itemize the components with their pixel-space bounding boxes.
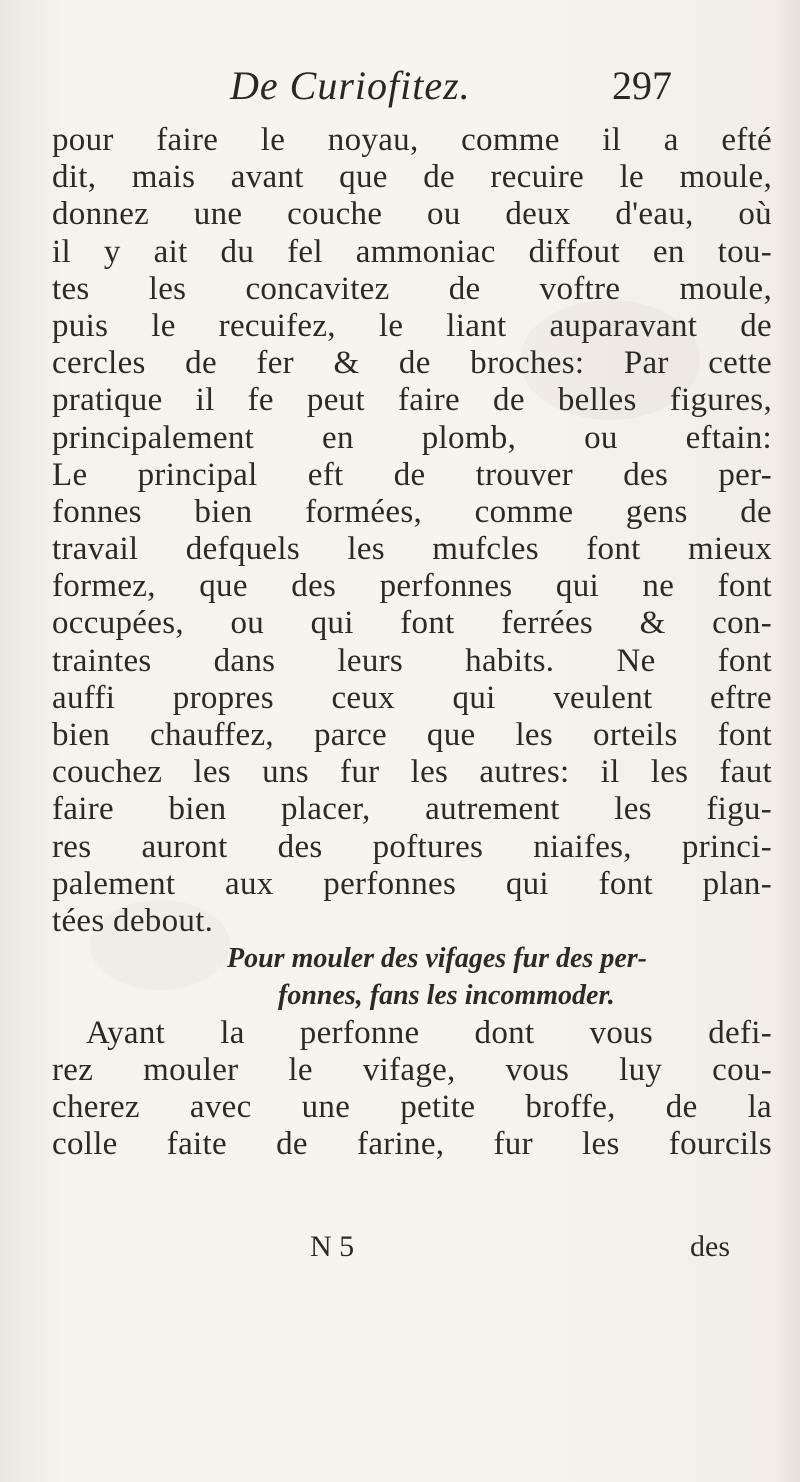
page-header [0, 62, 800, 112]
text-line: traintes dans leurs habits. Ne font [52, 642, 772, 679]
signature-mark: N 5 [310, 1230, 355, 1263]
text-line: cherez avec une petite broffe, de la [52, 1088, 772, 1125]
text-line: colle faite de farine, fur les fourcils [52, 1126, 772, 1163]
body-text [52, 122, 772, 1163]
text-line: principalement en plomb, ou eftain: [52, 419, 772, 456]
text-line: il y ait du fel ammoniac diffout en tou- [52, 233, 772, 270]
text-line: formez, que des perfonnes qui ne font [52, 568, 772, 605]
text-line: auffi propres ceux qui veulent eftre [52, 679, 772, 716]
text-line: travail defquels les mufcles font mieux [52, 531, 772, 568]
text-line: tées debout. [52, 902, 214, 939]
text-line: donnez une couche ou deux d'eau, où [52, 196, 772, 233]
text-line: res auront des poftures niaifes, princi- [52, 828, 772, 865]
text-line: rez mouler le vifage, vous luy cou- [52, 1051, 772, 1088]
text-line: pour faire le noyau, comme il a efté [52, 122, 772, 158]
text-line: occupées, ou qui font ferrées & con- [52, 605, 772, 642]
page-footer [0, 1230, 800, 1270]
text-line: puis le recuifez, le liant auparavant de [52, 307, 772, 344]
catchword: des [690, 1230, 730, 1263]
text-line: bien chauffez, parce que les orteils font [52, 717, 772, 753]
text-line: faire bien placer, autrement les figu- [52, 791, 772, 828]
text-line: cercles de fer & de broches: Par cette [52, 345, 772, 382]
section-subtitle: Pour mouler des vifages fur des per- [227, 943, 647, 975]
text-line: couchez les uns fur les autres: il les faut [52, 754, 772, 791]
text-line: dit, mais avant que de recuire le moule, [52, 159, 772, 196]
text-line: palement aux perfonnes qui font plan- [52, 865, 772, 902]
text-line: fonnes bien formées, comme gens de [52, 493, 772, 530]
section-subtitle: fonnes, fans les incommoder. [278, 980, 615, 1012]
text-line: Ayant la perfonne dont vous defi- [86, 1014, 772, 1051]
running-title: De Curiofitez. [230, 63, 471, 108]
page-number: 297 [612, 63, 672, 108]
text-line: pratique il fe peut faire de belles figures, [52, 382, 772, 419]
text-line: tes les concavitez de voftre moule, [52, 270, 772, 307]
text-line: Le principal eft de trouver des per- [52, 456, 772, 493]
